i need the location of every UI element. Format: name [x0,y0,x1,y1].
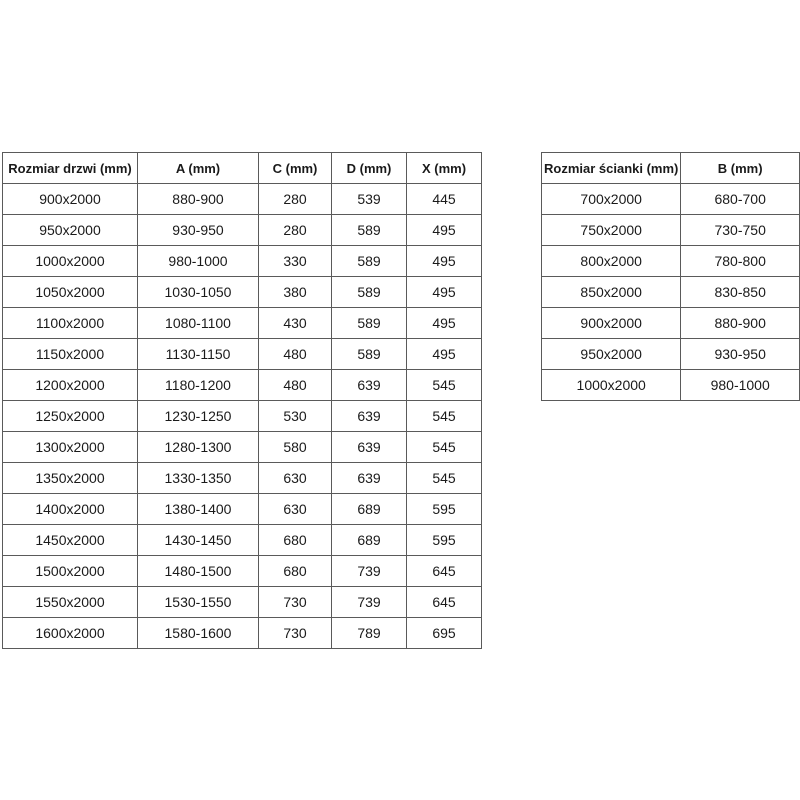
table-cell: 695 [407,618,482,649]
table-cell: 700x2000 [542,184,681,215]
column-header: X (mm) [407,153,482,184]
table-cell: 280 [259,215,332,246]
table-cell: 430 [259,308,332,339]
table-row [3,525,482,556]
table-cell: 1200x2000 [3,370,138,401]
table-cell: 900x2000 [3,184,138,215]
table-row [542,277,800,308]
table-cell: 595 [407,494,482,525]
door-size-table [2,152,482,649]
door-size-table-grid [2,152,482,649]
table-cell: 639 [332,370,407,401]
table-cell: 789 [332,618,407,649]
table-cell: 545 [407,370,482,401]
table-cell: 1230-1250 [138,401,259,432]
table-cell: 645 [407,556,482,587]
table-cell: 639 [332,432,407,463]
table-row [3,184,482,215]
table-cell: 1580-1600 [138,618,259,649]
table-cell: 539 [332,184,407,215]
table-cell: 589 [332,277,407,308]
wall-size-table-grid [541,152,800,401]
table-cell: 730 [259,618,332,649]
table-cell: 739 [332,556,407,587]
column-header: C (mm) [259,153,332,184]
column-header: D (mm) [332,153,407,184]
table-row [542,246,800,277]
table-cell: 1180-1200 [138,370,259,401]
table-cell: 1300x2000 [3,432,138,463]
table-row [3,215,482,246]
table-cell: 739 [332,587,407,618]
table-cell: 1150x2000 [3,339,138,370]
table-cell: 630 [259,494,332,525]
table-cell: 1000x2000 [542,370,681,401]
table-row [3,339,482,370]
table-row [542,370,800,401]
table-cell: 1550x2000 [3,587,138,618]
wall-size-table [541,152,800,401]
table-cell: 1500x2000 [3,556,138,587]
table-cell: 750x2000 [542,215,681,246]
table-row [3,432,482,463]
table-cell: 1130-1150 [138,339,259,370]
table-cell: 780-800 [681,246,800,277]
table-row [542,339,800,370]
table-cell: 589 [332,308,407,339]
table-cell: 950x2000 [542,339,681,370]
table-cell: 1050x2000 [3,277,138,308]
table-cell: 1330-1350 [138,463,259,494]
table-cell: 1400x2000 [3,494,138,525]
table-cell: 1080-1100 [138,308,259,339]
column-header: A (mm) [138,153,259,184]
table-cell: 639 [332,463,407,494]
table-cell: 1380-1400 [138,494,259,525]
table-cell: 1030-1050 [138,277,259,308]
table-cell: 880-900 [138,184,259,215]
table-cell: 1480-1500 [138,556,259,587]
column-header: B (mm) [681,153,800,184]
table-cell: 545 [407,463,482,494]
table-cell: 1100x2000 [3,308,138,339]
table-cell: 1250x2000 [3,401,138,432]
table-cell: 930-950 [681,339,800,370]
table-cell: 1280-1300 [138,432,259,463]
table-cell: 1430-1450 [138,525,259,556]
table-cell: 730-750 [681,215,800,246]
table-cell: 900x2000 [542,308,681,339]
wall-size-header-row [542,153,800,184]
table-cell: 680-700 [681,184,800,215]
table-cell: 595 [407,525,482,556]
table-row [3,370,482,401]
table-cell: 530 [259,401,332,432]
table-cell: 630 [259,463,332,494]
table-cell: 980-1000 [138,246,259,277]
table-cell: 850x2000 [542,277,681,308]
table-cell: 380 [259,277,332,308]
table-cell: 1350x2000 [3,463,138,494]
table-row [3,246,482,277]
table-row [3,618,482,649]
table-cell: 480 [259,370,332,401]
table-cell: 545 [407,401,482,432]
table-row [3,401,482,432]
table-row [3,587,482,618]
table-row [3,308,482,339]
table-cell: 689 [332,494,407,525]
table-cell: 330 [259,246,332,277]
table-cell: 730 [259,587,332,618]
table-cell: 545 [407,432,482,463]
table-cell: 589 [332,339,407,370]
table-cell: 980-1000 [681,370,800,401]
table-cell: 280 [259,184,332,215]
table-cell: 495 [407,308,482,339]
table-cell: 445 [407,184,482,215]
table-cell: 680 [259,525,332,556]
table-row [3,463,482,494]
table-cell: 830-850 [681,277,800,308]
table-cell: 495 [407,215,482,246]
table-cell: 680 [259,556,332,587]
table-row [3,556,482,587]
table-cell: 639 [332,401,407,432]
table-cell: 1000x2000 [3,246,138,277]
table-cell: 645 [407,587,482,618]
table-row [3,277,482,308]
table-cell: 1530-1550 [138,587,259,618]
table-cell: 689 [332,525,407,556]
table-cell: 880-900 [681,308,800,339]
table-cell: 580 [259,432,332,463]
table-cell: 495 [407,339,482,370]
door-size-header-row [3,153,482,184]
table-cell: 495 [407,277,482,308]
table-cell: 589 [332,215,407,246]
table-row [542,308,800,339]
table-cell: 950x2000 [3,215,138,246]
table-row [542,184,800,215]
column-header: Rozmiar drzwi (mm) [3,153,138,184]
table-cell: 1600x2000 [3,618,138,649]
table-cell: 1450x2000 [3,525,138,556]
table-cell: 495 [407,246,482,277]
table-cell: 480 [259,339,332,370]
table-row [3,494,482,525]
table-cell: 930-950 [138,215,259,246]
table-row [542,215,800,246]
column-header: Rozmiar ścianki (mm) [542,153,681,184]
table-cell: 589 [332,246,407,277]
table-cell: 800x2000 [542,246,681,277]
